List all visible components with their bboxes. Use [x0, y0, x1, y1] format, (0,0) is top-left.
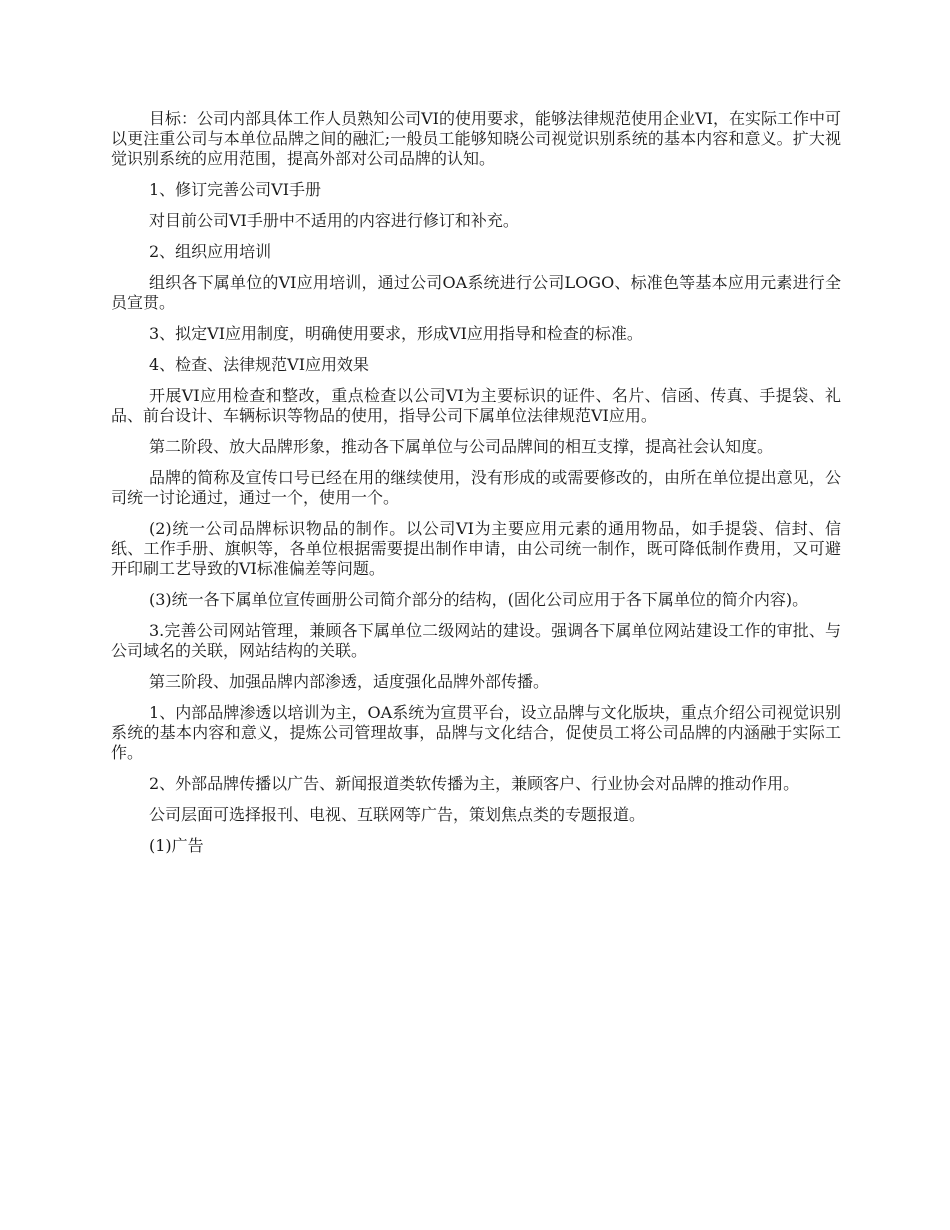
paragraph-brochure: (3)统一各下属单位宣传画册公司简介部分的结构，(固化公司应用于各下属单位的简介内容)。	[149, 590, 809, 609]
paragraph-unified-items: (2)统一公司品牌标识物品的制作。以公司VI为主要应用元素的通用物品，如手提袋、信封、信纸、工作手册、旗帜等，各单位根据需要提出制作申请，由公司统一制作，既可降低制作费用，又可避开印刷工艺导致的VI标准偏差等问题。	[111, 519, 841, 578]
paragraph-step-2-body: 组织各下属单位的VI应用培训，通过公司OA系统进行公司LOGO、标准色等基本应用元素进行全员宣贯。	[111, 273, 841, 312]
paragraph-phase-3: 第三阶段、加强品牌内部渗透，适度强化品牌外部传播。	[149, 672, 550, 691]
paragraph-step-3: 3、拟定VI应用制度，明确使用要求，形成VI应用指导和检查的标准。	[149, 324, 643, 343]
paragraph-external-brand: 2、外部品牌传播以广告、新闻报道类软传播为主，兼顾客户、行业协会对品牌的推动作用。	[149, 774, 800, 793]
paragraph-brand-slogan: 品牌的简称及宣传口号已经在用的继续使用，没有形成的或需要修改的，由所在单位提出意见，公司统一讨论通过，通过一个，使用一个。	[111, 468, 841, 507]
paragraph-step-1-body: 对目前公司VI手册中不适用的内容进行修订和补充。	[149, 211, 519, 230]
paragraph-step-2-title: 2、组织应用培训	[149, 242, 272, 261]
paragraph-goal: 目标：公司内部具体工作人员熟知公司VI的使用要求，能够法律规范使用企业VI，在实际工作中可以更注重公司与本单位品牌之间的融汇;一般员工能够知晓公司视觉识别系统的基本内容和意义。扩大视觉识别系统的应用范围，提高外部对公司品牌的认知。	[111, 109, 841, 168]
paragraph-step-4-title: 4、检查、法律规范VI应用效果	[149, 355, 370, 374]
paragraph-step-4-body: 开展VI应用检查和整改，重点检查以公司VI为主要标识的证件、名片、信函、传真、手提袋、礼品、前台设计、车辆标识等物品的使用，指导公司下属单位法律规范VI应用。	[111, 386, 841, 425]
paragraph-step-1-title: 1、修订完善公司VI手册	[149, 180, 322, 199]
paragraph-phase-2: 第二阶段、放大品牌形象，推动各下属单位与公司品牌间的相互支撑，提高社会认知度。	[149, 437, 774, 456]
document-body	[111, 109, 841, 867]
paragraph-internal-brand: 1、内部品牌渗透以培训为主，OA系统为宣贯平台，设立品牌与文化版块，重点介绍公司视觉识别系统的基本内容和意义，提炼公司管理故事，品牌与文化结合，促使员工将公司品牌的内涵融于实际工作。	[111, 703, 841, 762]
paragraph-website: 3.完善公司网站管理，兼顾各下属单位二级网站的建设。强调各下属单位网站建设工作的审批、与公司域名的关联，网站结构的关联。	[111, 621, 841, 660]
paragraph-advertising: (1)广告	[149, 836, 204, 855]
paragraph-media: 公司层面可选择报刊、电视、互联网等广告，策划焦点类的专题报道。	[149, 805, 646, 824]
